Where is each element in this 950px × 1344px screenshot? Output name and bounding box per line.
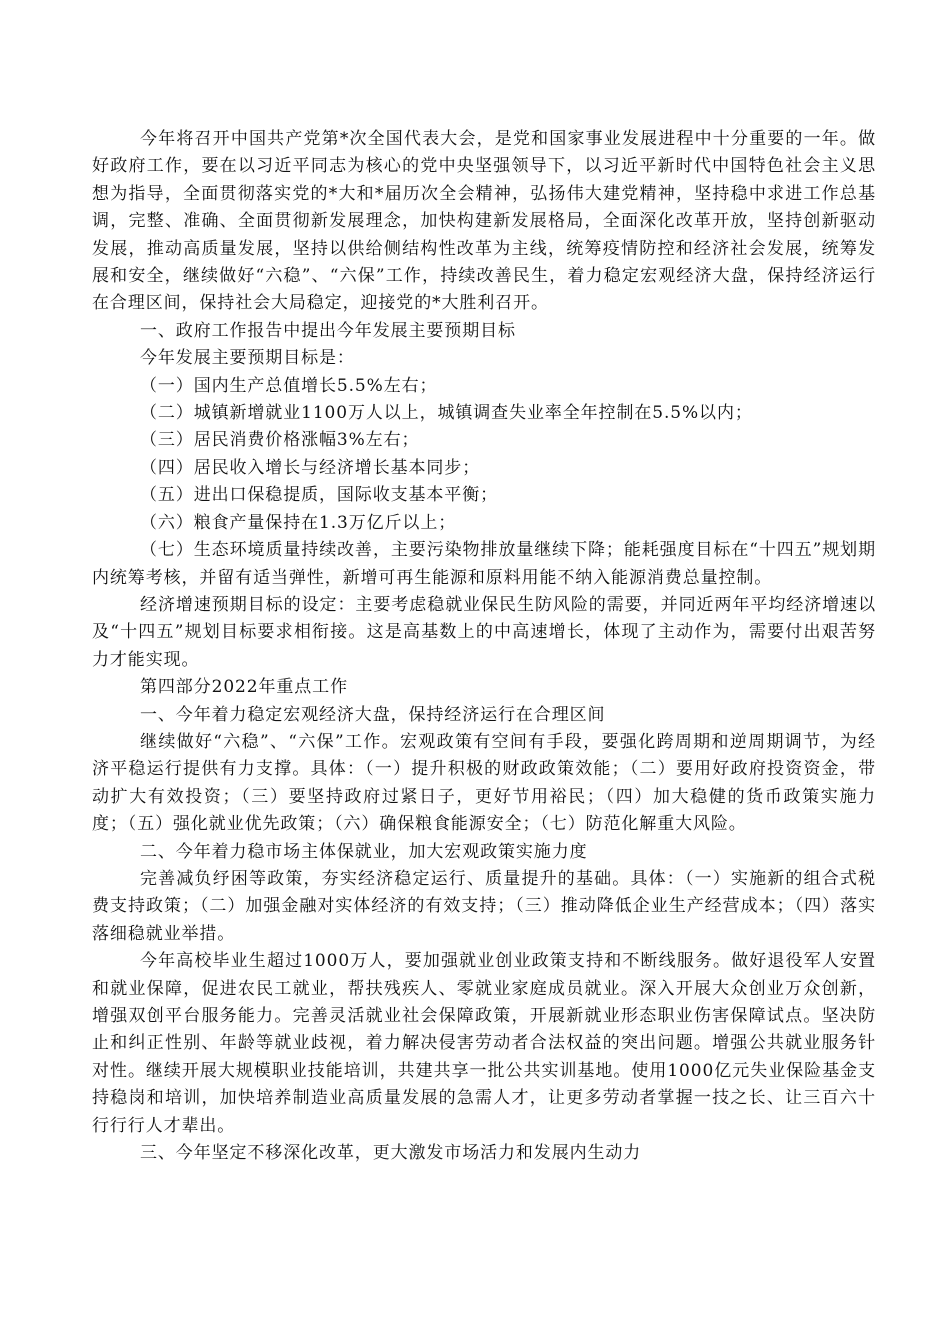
section-heading: 三、今年坚定不移深化改革，更大激发市场活力和发展内生动力	[140, 1143, 642, 1164]
paragraph: 今年发展主要预期目标是：	[140, 348, 355, 369]
section-heading: 一、今年着力稳定宏观经济大盘，保持经济运行在合理区间	[140, 704, 606, 725]
list-item: （五）进出口保稳提质，国际收支基本平衡；	[140, 485, 498, 506]
list-item: （七）生态环境质量持续改善，主要污染物排放量继续下降；能耗强度目标在“十四五”规划期内统筹考核，并留有适当弹性，新增可再生能源和原料用能不纳入能源消费总量控制。	[92, 540, 876, 588]
intro-paragraph: 今年将召开中国共产党第*次全国代表大会，是党和国家事业发展进程中十分重要的一年。做好政府工作，要在以习近平同志为核心的党中央坚强领导下，以习近平新时代中国特色社会主义思想为指导，全面贯彻落实党的*大和*届历次全会精神，弘扬伟大建党精神，坚持稳中求进工作总基调，完整、准确、全面贯彻新发展理念，加快构建新发展格局，全面深化改革开放，坚持创新驱动发展，推动高质量发展，坚持以供给侧结构性改革为主线，统筹疫情防控和经济社会发展，统筹发展和安全，继续做好“六稳”、“六保”工作，持续改善民生，着力稳定宏观经济大盘，保持经济运行在合理区间，保持社会大局稳定，迎接党的*大胜利召开。	[92, 129, 876, 314]
paragraph: 经济增速预期目标的设定：主要考虑稳就业保民生防风险的需要，并同近两年平均经济增速以及“十四五”规划目标要求相衔接。这是高基数上的中高速增长，体现了主动作为，需要付出艰苦努力才能实现。	[92, 594, 876, 670]
list-item: （四）居民收入增长与经济增长基本同步；	[140, 457, 481, 478]
section-heading: 一、政府工作报告中提出今年发展主要预期目标	[140, 320, 516, 341]
list-item: （三）居民消费价格涨幅3%左右；	[140, 430, 420, 451]
paragraph: 继续做好“六稳”、“六保”工作。宏观政策有空间有手段，要强化跨周期和逆周期调节，为经济平稳运行提供有力支撑。具体：（一）提升积极的财政政策效能；（二）要用好政府投资资金，带动扩大有效投资；（三）要坚持政府过紧日子，更好节用裕民；（四）加大稳健的货币政策实施力度；（五）强化就业优先政策；（六）确保粮食能源安全；（七）防范化解重大风险。	[92, 731, 876, 835]
paragraph: 完善减负纾困等政策，夯实经济稳定运行、质量提升的基础。具体：（一）实施新的组合式税费支持政策；（二）加强金融对实体经济的有效支持；（三）推动降低企业生产经营成本；（四）落实落细稳就业举措。	[92, 868, 876, 944]
list-item: （二）城镇新增就业1100万人以上，城镇调查失业率全年控制在5.5%以内；	[140, 403, 753, 424]
part-heading: 第四部分2022年重点工作	[140, 677, 348, 698]
list-item: （一）国内生产总值增长5.5%左右；	[140, 375, 438, 396]
paragraph: 今年高校毕业生超过1000万人，要加强就业创业政策支持和不断线服务。做好退役军人安置和就业保障，促进农民工就业，帮扶残疾人、零就业家庭成员就业。深入开展大众创业万众创新，增强双创平台服务能力。完善灵活就业社会保障政策，开展新就业形态职业伤害保障试点。坚决防止和纠正性别、年龄等就业歧视，着力解决侵害劳动者合法权益的突出问题。增强公共就业服务针对性。继续开展大规模职业技能培训，共建共享一批公共实训基地。使用1000亿元失业保险基金支持稳岗和培训，加快培养制造业高质量发展的急需人才，让更多劳动者掌握一技之长、让三百六十行行行人才辈出。	[92, 951, 876, 1136]
list-item: （六）粮食产量保持在1.3万亿斤以上；	[140, 512, 457, 533]
section-heading: 二、今年着力稳市场主体保就业，加大宏观政策实施力度	[140, 841, 588, 862]
document-body	[92, 126, 876, 1167]
